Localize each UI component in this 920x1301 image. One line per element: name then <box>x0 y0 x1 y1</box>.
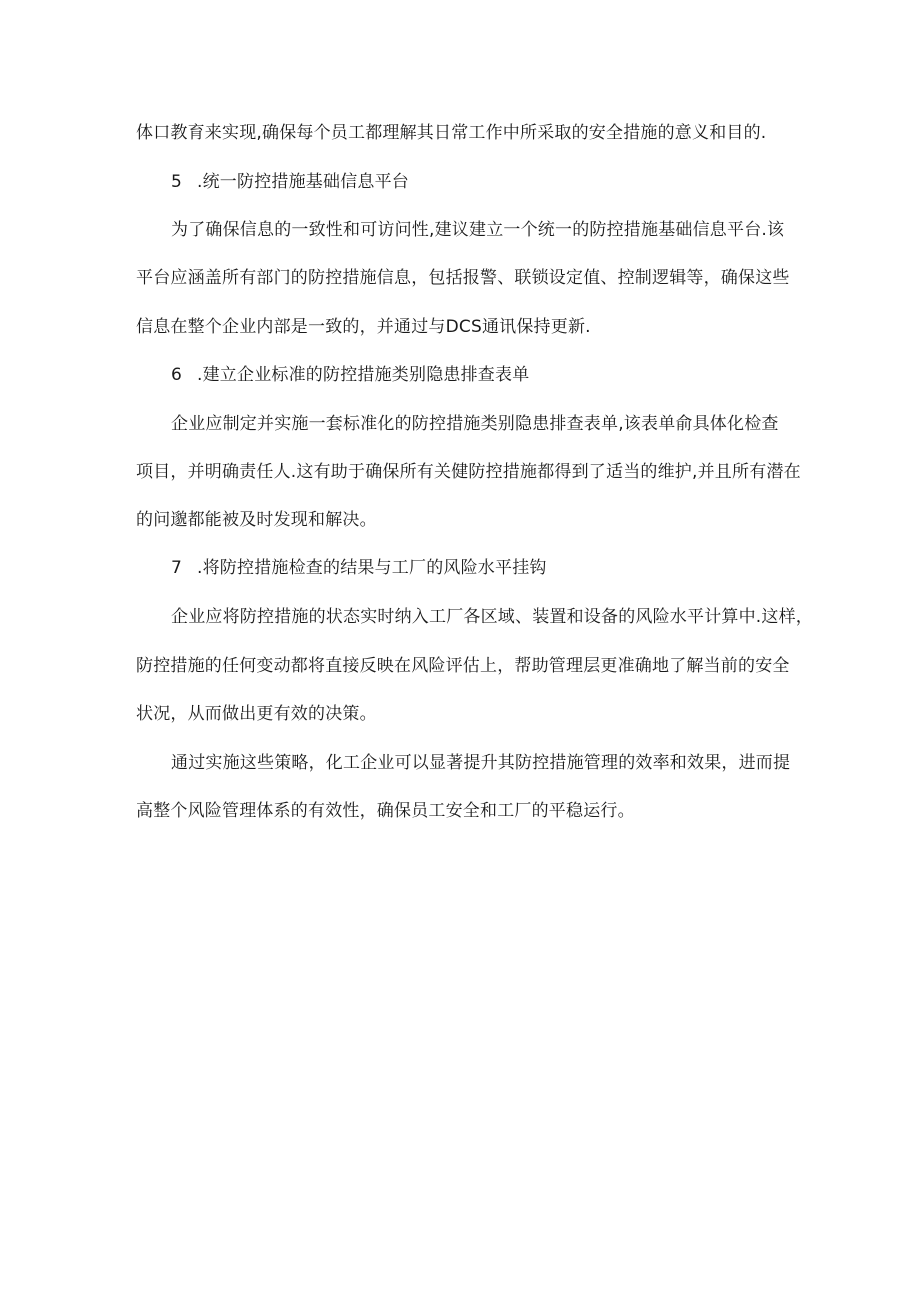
section-5-paragraph-line: 平台应涵盖所有部门的防控措施信息，包括报警、联锁设定值、控制逻辑等，确保这些 <box>136 268 790 288</box>
section-6-paragraph-line: 企业应制定并实施一套标准化的防控措施类别隐患排查表单,该表单俞具体化检查 <box>171 414 779 434</box>
section-5-paragraph-line: 为了确保信息的一致性和可访问性,建议建立一个统一的防控措施基础信息平台.该 <box>171 220 785 240</box>
section-5-paragraph-line: 信息在整个企业内部是一致的，并通过与DCS通讯保持更新. <box>136 317 591 337</box>
section-7-heading <box>171 556 547 580</box>
section-number: 5 <box>171 172 183 192</box>
conclusion-paragraph-line: 通过实施这些策略，化工企业可以显著提升其防控措施管理的效率和效果，进而提 <box>171 753 791 773</box>
section-6-heading <box>171 363 529 387</box>
section-6-paragraph-line: 的问邈都能被及时发现和解决。 <box>136 510 377 530</box>
section-number: 6 <box>171 365 183 385</box>
section-title: .将防控措施检查的结果与工厂的风险水平挂钩 <box>197 558 547 578</box>
section-5-heading <box>171 170 409 194</box>
section-6-paragraph-line: 项目，并明确责任人.这有助于确保所有关健防控措施都得到了适当的维护,并且所有潜在 <box>136 462 801 482</box>
section-title: .统一防控措施基础信息平台 <box>197 172 410 192</box>
intro-tail-text: 体口教育来实现,确保每个员工都理解其日常工作中所采取的安全措施的意义和目的. <box>136 123 767 143</box>
section-7-paragraph-line: 状况，从而做出更有效的决策。 <box>136 704 377 724</box>
section-number: 7 <box>171 558 183 578</box>
conclusion-paragraph-line: 高整个风险管理体系的有效性，确保员工安全和工厂的平稳运行。 <box>136 801 635 821</box>
section-title: .建立企业标准的防控措施类别隐患排查表单 <box>197 365 530 385</box>
section-7-paragraph-line: 防控措施的任何变动都将直接反映在风险评估上，帮助管理层更准确地了解当前的安全 <box>136 656 790 676</box>
section-7-paragraph-line: 企业应将防控措施的状态实时纳入工厂各区域、装置和设备的风险水平计算中.这样， <box>171 607 814 627</box>
